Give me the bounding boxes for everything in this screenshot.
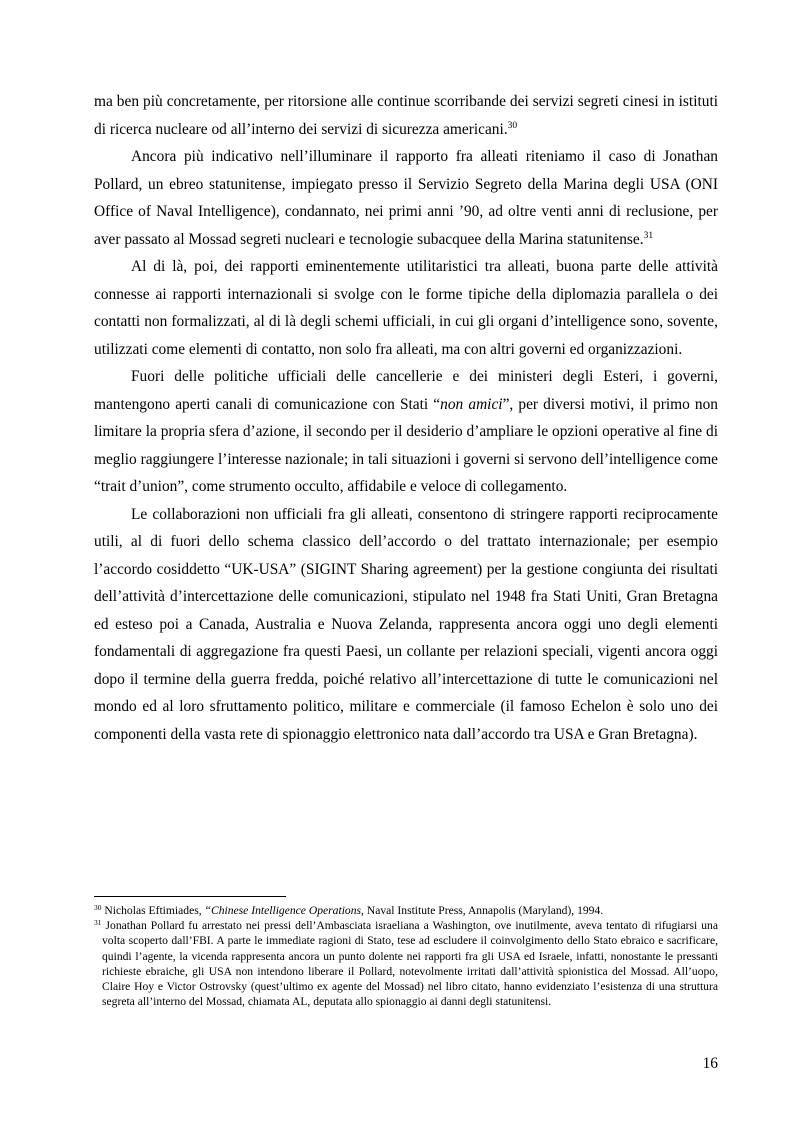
footnote-31-number: 31 <box>94 918 102 928</box>
footnote-30-text-start: Nicholas Eftimiades, <box>101 904 205 917</box>
footnote-31-text: Jonathan Pollard fu arrestato nei pressi dell’Ambasciata israeliana a Washington, ove inutilmente, aveva tentato di rifugiarsi una volta scoperto dall’FBI. A parte le immediate ragioni di Stato, tese ad escludere il coinvolgimento dello Stato ebraico e sacrificare, quindi l’agente, la vicenda rappresenta ancora un punto dolente nei rapporti fra gli USA ed Israele, infatti, nonostante le pressanti richieste ebraiche, gli USA non intendono liberare il Pollard, notevolmente irritati dall’attività spionistica del Mossad. All’uopo, Claire Hoy e Victor Ostrovsky (quest’ultimo ex agente del Mossad) nel libro citato, hanno evidenziato l’esistenza di una struttura segreta all’interno del Mossad, chiamata AL, deputata allo spionaggio ai danni degli statunitensi. <box>101 919 718 1009</box>
paragraph-2 <box>94 143 718 253</box>
footnotes <box>94 903 718 1009</box>
paragraph-1 <box>94 88 718 143</box>
footnote-30 <box>94 903 718 918</box>
paragraph-1-text: ma ben più concretamente, per ritorsione alle continue scorribande dei servizi segreti cinesi in istituti di ricerca nucleare od all’interno dei servizi di sicurezza americani. <box>94 93 718 138</box>
footnote-30-title: “Chinese Intelligence Operations <box>204 904 362 917</box>
footnote-30-text-end: , Naval Institute Press, Annapolis (Maryland), 1994. <box>361 904 604 917</box>
paragraph-5: Le collaborazioni non ufficiali fra gli alleati, consentono di stringere rapporti reciprocamente utili, al di fuori dello schema classico dell’accordo o del trattato internazionale; per esempio l’accordo cosiddetto “UK-USA” (SIGINT Sharing agreement) per la gestione congiunta dei risultati dell’attività d’intercettazione delle comunicazioni, stipulato nel 1948 fra Stati Uniti, Gran Bretagna ed esteso poi a Canada, Australia e Nuova Zelanda, rappresenta ancora oggi uno degli elementi fondamentali di aggregazione fra questi Paesi, un collante per relazioni speciali, vigenti ancora oggi dopo il termine della guerra fredda, poiché relativo all’intercettazione di tutte le comunicazioni nel mondo ed al loro sfruttamento politico, militare e commerciale (il famoso Echelon è solo uno dei componenti della vasta rete di spionaggio elettronico nata dall’accordo tra USA e Gran Bretagna). <box>94 505 718 743</box>
paragraph-4-text-end: ”, per diversi motivi, il primo non limitare la propria sfera d’azione, il secondo per il desiderio d’ampliare le opzioni operative al fine di meglio raggiungere l’interesse nazionale; in tali situazioni i governi si servono dell’intelligence come “trait d’union”, come strumento occulto, affidabile e veloce di collegamento. <box>94 395 718 495</box>
footnote-30-number: 30 <box>94 903 102 912</box>
footnote-ref-30[interactable]: 30 <box>507 120 518 131</box>
footnote-31 <box>94 918 718 1009</box>
paragraph-4 <box>94 363 718 501</box>
footnote-ref-31[interactable]: 31 <box>643 230 654 241</box>
paragraph-2-text: Ancora più indicativo nell’illuminare il rapporto fra alleati riteniamo il caso di Jonathan Pollard, un ebreo statunitense, impiegato presso il Servizio Segreto della Marina degli USA (ONI Office of Naval Intelligence), condannato, nei primi anni ’90, ad oltre venti anni di reclusione, per aver passato al Mossad segreti nucleari e tecnologie subacquee della Marina statunitense. <box>94 148 718 248</box>
paragraph-4-text-start: Fuori delle politiche ufficiali delle cancellerie e dei ministeri degli Esteri, i governi, mantengono aperti canali di comunicazione con Stati “ <box>94 368 718 413</box>
paragraph-3: Al di là, poi, dei rapporti eminentemente utilitaristici tra alleati, buona parte delle attività connesse ai rapporti internazionali si svolge con le forme tipiche della diplomazia parallela o dei contatti non formalizzati, al di là degli schemi ufficiali, in cui gli organi d’intelligence sono, sovente, utilizzati come elementi di contatto, non solo fra alleati, ma con altri governi ed organizzazioni. <box>94 258 718 358</box>
paragraph-4-italic: non amici <box>440 395 503 413</box>
page-number: 16 <box>702 1055 718 1072</box>
footnote-separator <box>94 896 286 897</box>
page-body <box>94 88 718 748</box>
